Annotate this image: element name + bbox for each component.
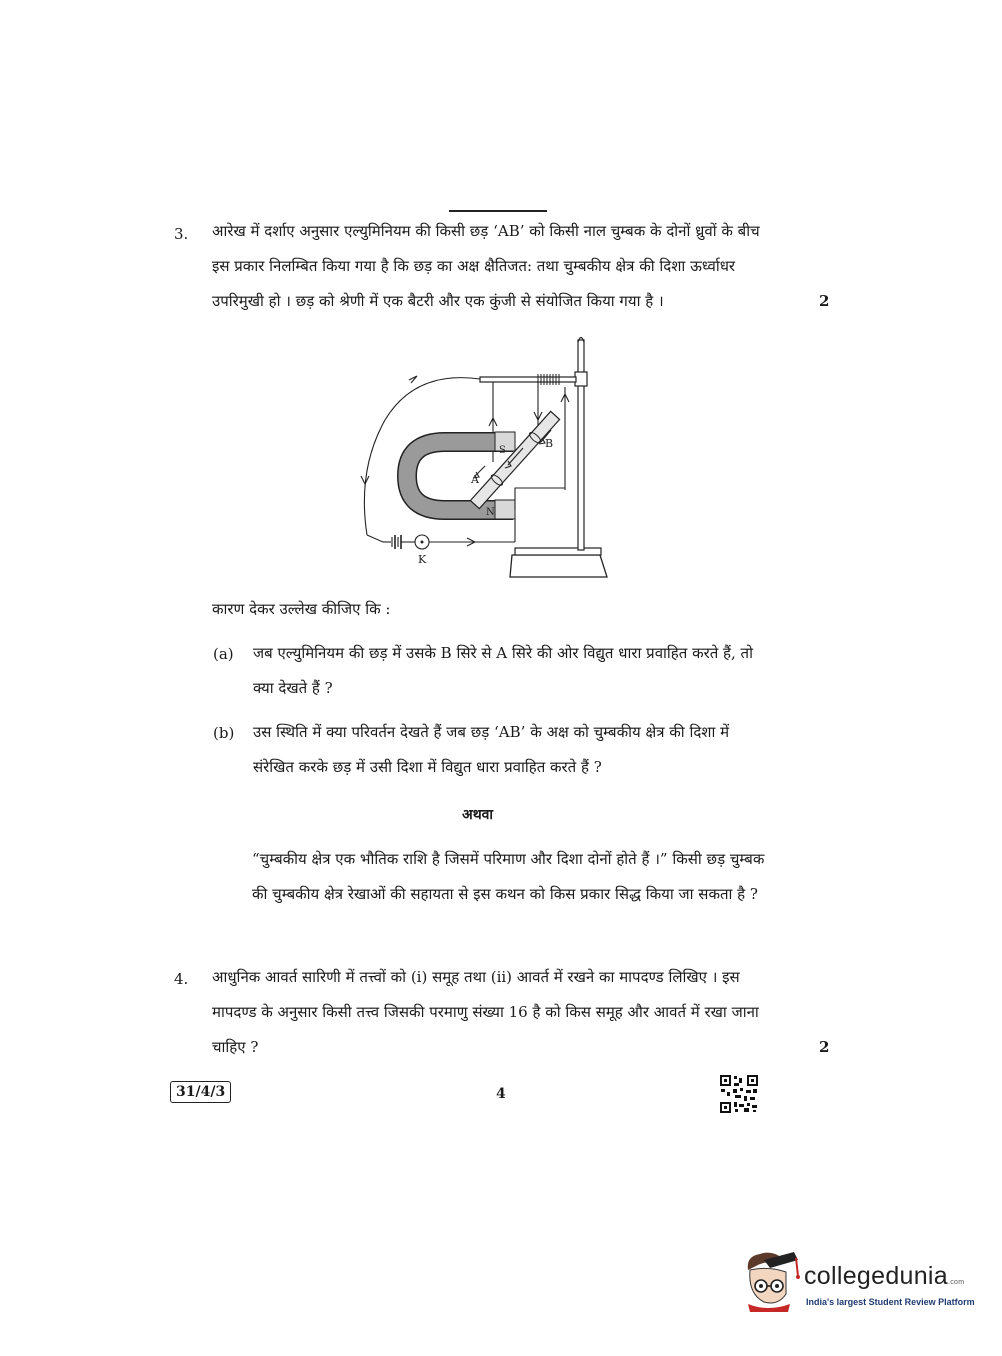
part-b-line: उस स्थिति में क्या परिवर्तन देखते हैं जब छड़ ‘AB’ के अक्ष को चुम्बकीय क्षेत्र की दिशा में <box>253 723 730 741</box>
question-4-marks: 2 <box>819 1038 830 1056</box>
key-label: K <box>418 553 427 566</box>
alternative-question <box>252 842 794 912</box>
reason-prompt: कारण देकर उल्लेख कीजिए कि : <box>212 600 391 618</box>
question-3-line: आरेख में दर्शाए अनुसार एल्युमिनियम की किसी छड़ ‘AB’ को किसी नाल चुम्बक के दोनों ध्रुवों के बीच <box>212 222 760 240</box>
end-b-label: B <box>545 437 554 450</box>
part-b-text <box>253 715 793 785</box>
collegedunia-tagline: India's largest Student Review Platform <box>806 1297 975 1307</box>
magnet-rod-diagram <box>355 330 615 585</box>
question-4-line: मापदण्ड के अनुसार किसी तत्त्व जिसकी परमाणु संख्या 16 है को किस समूह और आवर्त में रखा जाना <box>212 1003 759 1021</box>
question-4-text <box>212 960 794 1065</box>
alternative-line: की चुम्बकीय क्षेत्र रेखाओं की सहायता से इस कथन को किस प्रकार सिद्ध किया जा सकता है ? <box>252 885 758 903</box>
question-3-number: 3. <box>174 225 189 243</box>
question-4-number: 4. <box>174 970 189 988</box>
question-3-marks: 2 <box>819 292 830 310</box>
separator-line <box>449 210 547 212</box>
paper-code: 31/4/3 <box>170 1081 231 1103</box>
end-a-label: A <box>471 473 479 486</box>
brand-tld: .com <box>948 1279 965 1286</box>
qr-code-icon <box>720 1075 758 1113</box>
part-a-line: जब एल्युमिनियम की छड़ में उसके B सिरे से A सिरे की ओर विद्युत धारा प्रवाहित करते हैं, तो <box>253 644 753 662</box>
or-label: अथवा <box>462 807 494 823</box>
south-pole-label: S <box>499 445 506 456</box>
alternative-line: “चुम्बकीय क्षेत्र एक भौतिक राशि है जिसमें परिमाण और दिशा दोनों होते हैं ।” किसी छड़ चुम्बक <box>252 850 765 868</box>
part-b-line: संरेखित करके छड़ में उसी दिशा में विद्युत धारा प्रवाहित करते हैं ? <box>253 758 602 776</box>
page-number: 4 <box>496 1086 506 1102</box>
question-4-line: चाहिए ? <box>212 1038 259 1056</box>
question-3-line: उपरिमुखी हो । छड़ को श्रेणी में एक बैटरी और एक कुंजी से संयोजित किया गया है । <box>212 292 664 310</box>
collegedunia-mascot-icon <box>742 1250 800 1312</box>
question-3-line: इस प्रकार निलम्बित किया गया है कि छड़ का अक्ष क्षैतिजत: तथा चुम्बकीय क्षेत्र की दिशा ऊर्ध्वाधर <box>212 257 736 275</box>
part-b-label: (b) <box>213 724 235 742</box>
collegedunia-logo-text <box>804 1262 964 1291</box>
question-4-line: आधुनिक आवर्त सारिणी में तत्त्वों को (i) समूह तथा (ii) आवर्त में रखने का मापदण्ड लिखिए । इस <box>212 968 740 986</box>
north-pole-label: N <box>486 507 495 518</box>
question-3-text <box>212 214 794 319</box>
part-a-label: (a) <box>213 645 234 663</box>
brand-name: collegedunia <box>804 1262 948 1290</box>
part-a-text <box>253 636 793 706</box>
part-a-line: क्या देखते हैं ? <box>253 679 333 697</box>
